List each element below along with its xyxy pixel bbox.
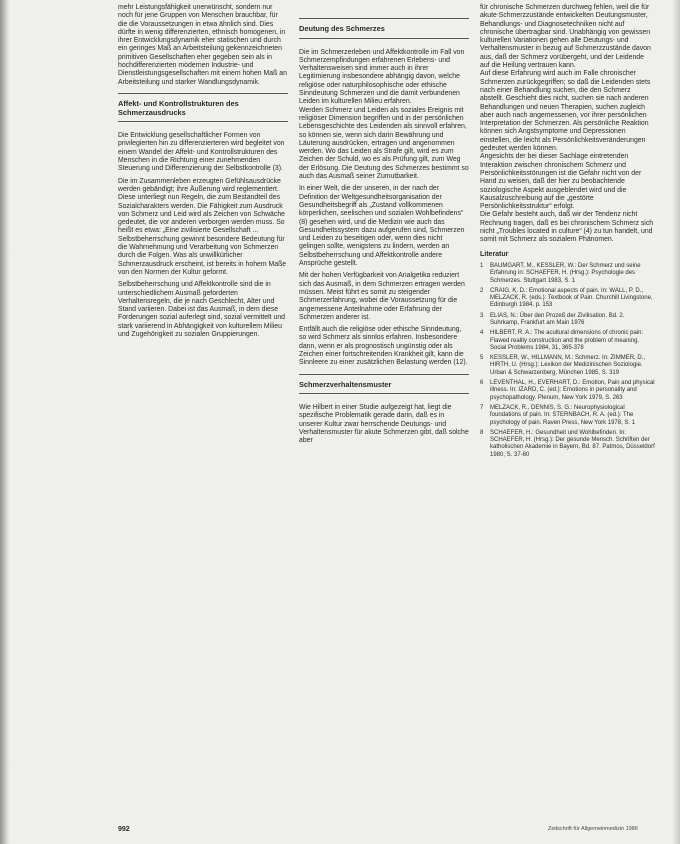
section-title: Deutung des Schmerzes [299, 25, 469, 39]
column-left [118, 4, 288, 339]
paragraph: Werden Schmerz und Leiden als soziales Ereignis mit religiöser Dimension begriffen und in der persönlichen Lebensgeschichte des Leidenden als sinnvoll erfahren, so können sie, wenn sich darin Bewährung und Läuterung ausdrücken, ertragen und angenommen werden. Wo das Leiden als Strafe gilt, wird es zum Zeichen der Schuld, wo es als Prüfung gilt, zum Weg der Erlösung. Die Deutung des Schmerzes bestimmt so auch das Ausmaß seiner Zumutbarkeit. [299, 106, 469, 181]
paragraph: Angesichts der bei dieser Sachlage eintretenden Interaktion zwischen chronischem Schmerz und Persönlichkeitsstörungen ist die Gefahr nicht von der Hand zu weisen, daß der hier zu beobachtende soziologische Aspekt ausgeblendet wird und die Kausalzuschreibung auf die „gestörte Persönlichkeitsstruktur“ erfolgt. [480, 153, 642, 211]
section-deutung [299, 18, 469, 39]
references [480, 251, 655, 459]
reference-item: 5 KESSLER, W., HILLMANN, M.: Schmerz. In: ZIMMER, D., HIRTH, U. (Hrsg.): Lexikon der Medizinischen Soziologie. Urban & Schwarzenberg, München 1985, S. 319 [480, 355, 646, 376]
column-right [480, 4, 655, 462]
section-title: Affekt- und Kontrollstrukturen des Schmerzausdrucks [118, 100, 288, 122]
references-title: Literatur [480, 250, 509, 258]
paragraph: In einer Welt, die der unseren, in der nach der Definition der Weltgesundheitsorganisation der Gesundheitsbegriff als „Zustand vollkommenen körperlichen, seelischen und sozialen Wohlbefindens“ (8) gesehen wird, und die Medizin wie auch das Gesundheitssystem dazu aufgerufen sind, Schmerzen und Leiden zu beseitigen oder, wenn dies nicht gelingen sollte, wenigstens zu lindern, werden an Selbstbeherrschung und Affektkontrolle andere Ansprüche gestellt. [299, 185, 465, 268]
reference-item: 8 SCHAEFER, H.: Gesundheit und Wohlbefinden. In: SCHAEFER, H. (Hrsg.): Der gesunde Mensch. Schriften der katholischen Akademie in Bayern, Bd. 87. Patmos, Düsseldorf 1980, S. 37-60 [480, 429, 655, 458]
paragraph: Wie Hilbert in einer Studie aufgezeigt hat, liegt die spezifische Problematik gerade darin, daß es in unserer Kultur zwar herrschende Deutungs- und Verhaltensmuster für akute Schmerzen gibt, daß solche aber [299, 404, 469, 445]
reference-item: 4 HILBERT, R. A.: The acultural dimensions of chronic pain: Flawed reality construction and the problem of meaning. Social Problems 1984, 31, 365-378 [480, 330, 644, 351]
reference-item: 1 BAUMGART, M., KESSLER, W.: Der Schmerz und seine Erfahrung in: SCHAEFER, H. (Hrsg.): Psychologie des Schmerzes. Stuttgart 1983, S. 1 [480, 262, 641, 284]
paragraph: Die Gefahr besteht auch, daß wir der Tendenz nicht Rechnung tragen, daß es bei chronischem Schmerz sich nicht „Troubles located in culture“ (4) zu tun handelt, und somit mit Schmerz als sozialem Phänomen. [480, 211, 654, 244]
paragraph: Selbstbeherrschung und Affektkontrolle sind die in unterschiedlichem Ausmaß geforderten Verhaltensregeln, die je nach Geschlecht, Alter und Stand variieren. Dabei ist das Ausmaß, in dem diese Forderungen sozial auferlegt sind, sozial vermittelt und stark variierend in Abhängigkeit von kulturellem Milieu und Zugehörigkeit zu sozialen Gruppierungen. [118, 281, 285, 338]
paragraph: Die Entwicklung gesellschaftlicher Formen von privilegierten hin zu differenzierteren wird begleitet von einem Wandel der Affekt- und Kontrollstrukturen des Menschen in die Richtung einer zunehmenden Steuerung und Differenzierung der Selbstkontrolle (3). [118, 132, 285, 173]
reference-item: 7 MELZACK, R., DENNIS, S. G.: Neurophysiological foundations of pain. In: STERNBACH, R. A. (ed.): The psychology of pain. Raven Press, New York 1978, S. 1 [480, 404, 636, 426]
page-binding-shadow [0, 0, 10, 844]
paragraph: für chronische Schmerzen durchweg fehlen, weil die für akute Schmerzzustände entwickelten Deutungsmuster, Behandlungs- und Diagnosetechniken nicht auf chronische übertragbar sind. Unabhängig von gewissen kulturellen Variationen gehen alle Deutungs- und Verhaltensmuster in bezug auf Schmerzzustände davon aus, daß der Schmerz vorübergeht, und der Leidende auf die Heilung vertrauen kann. [480, 4, 651, 70]
paragraph: Entfällt auch die religiöse oder ethische Sinndeutung, so wird Schmerz als sinnlos erfahren. Insbesondere dann, wenn er als prognostisch ungünstig oder als Zeichen einer fortschreitenden Krankheit gilt, kann die Sinnleere zu einer zusätzlichen Belastung werden (12). [299, 326, 468, 367]
reference-item: 3 ELIAS, N.: Über den Prozeß der Zivilisation. Bd. 2. Suhrkamp, Frankfurt am Main 1976 [480, 312, 625, 326]
page-edge-shadow [672, 0, 680, 844]
paragraph: Die im Zusammenleben erzeugten Gefühlsausdrücke werden gebändigt; ihre Äußerung wird reglementiert. Diese unterliegt nun Regeln, die zum Bestandteil des Sozialcharakters werden. Die Fähigkeit zum Ausdruck von Schmerz und Leid wird als Zeichen von Schwäche gedeutet, die vor anderen verborgen werden muss. So heißt es etwa: „Eine zivilisierte Gesellschaft ... Selbstbeherrschung gewinnt besondere Bedeutung für die Wahrnehmung und Verarbeitung von Schmerzen durch die Folgen. Was als unwillkürlicher Schmerzausdruck erscheint, ist bereits in hohem Maße von den Normen der Kultur geformt. [118, 177, 287, 276]
section-verhaltensmuster [299, 374, 469, 395]
reference-item: 2 CRAIG, K. D.: Emotional aspects of pain. In: WALL, P. D., MELZACK, R. (eds.): Textbook of Pain. Churchill Livingstone, Edinburgh 1984, p. 153 [480, 287, 653, 309]
paragraph: Mit der hohen Verfügbarkeit von Analgetika reduziert sich das Ausmaß, in dem Schmerzen ertragen werden müssen. Meist führt es somit zu steigender Schmerzerfahrung, wobei die Voraussetzung für die angemessene Anteilnahme oder Erfahrung der Schmerzen anderer ist. [299, 272, 465, 321]
reference-item: 6 LEVENTHAL, H., EVERHART, D.: Emotion, Pain and physical illness. In: IZARD, C. (ed.): Emotions in personality and psychopathology. Plenum, New York 1979, S. 263 [480, 380, 655, 401]
paragraph: Die im Schmerzerleben und Affektkontrolle im Fall von Schmerzempfindungen erfahrenen Erlebens- und Verhaltensweisen sind immer auch in ihrer Legitimierung insbesondere abhängig davon, welche religiöse oder naturphilosophische oder ethische Sinndeutung Schmerzen und die damit verbundenen Leiden im kulturellen Milieu erfahren. [299, 48, 465, 106]
intro-paragraph: mehr Leistungsfähigkeit unerwünscht, sondern nur noch für jene Gruppen von Menschen brauchbar, für die die Voraussetzungen in etwa ähnlich sind. Dies dürfte in wenig differenzierten, ethnisch homogenen, in ihrer Entwicklungsdynamik eher statischen und durch ein geringes Maß an Arbeitsteilung gekennzeichneten primitiven Gesellschaften eher gegeben sein als in hochdifferenzierten modernen Industrie- und Dienstleistungsgesellschaften mit einem hohen Maß an Arbeitsteilung und starker Wandlungsdynamik. [118, 4, 287, 86]
page-number: 992 [118, 826, 130, 833]
journal-footer: Zeitschrift für Allgemeinmedizin 1986 [548, 826, 638, 832]
section-affekt [118, 93, 288, 122]
paragraph: Auf diese Erfahrung wird auch im Falle chronischer Schmerzen zurückgegriffen; so daß die Leidenden stets nach einer Behandlung suchen, die den Schmerz abstellt. Geschieht dies nicht, suchen sie nach anderen Behandlungen und neuen Therapien, suchen zugleich aber auch nach angemessenen, vor ihrer persönlichen Interpretation der Schmerzen. Als persönliche Reaktion können sich Angstsymptome und Depressionen einstellen, die leicht als Persönlichkeitsveränderungen gedeutet werden können. [480, 70, 651, 153]
column-middle [299, 4, 469, 446]
section-title: Schmerzverhaltensmuster [299, 381, 469, 395]
